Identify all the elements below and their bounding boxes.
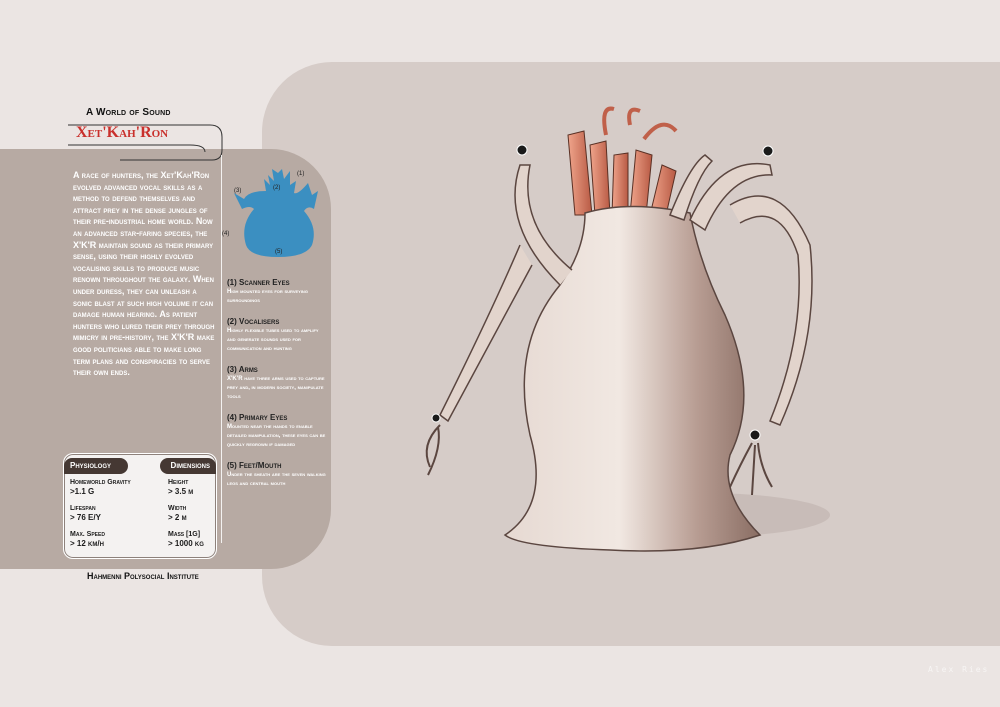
primary-eye-left [432, 414, 440, 422]
species-description: A race of hunters, the Xet'Kah'Ron evolved advanced vocal skills as a method to defend themselves and attract prey in the dense jungles of their pre-industrial home world. Now an advanced star-faring species, the X'K'R maintain sound as their primary sense, using their highly evolved vocalising skills to produce music renown throughout the galaxy. When under duress, they can unleash a sonic blast at such high volume it can damage human hearing. As patient hunters who lured their prey through mimicry in pre-history, the X'K'R make good politicians able to make long term plans and conspiracies to serve their own ends. [73, 170, 215, 378]
note-title: (1) Scanner Eyes [227, 278, 290, 287]
section-kicker: A World of Sound [86, 107, 171, 118]
stat-label: Mass [1G] [168, 531, 201, 538]
stat-value: > 12 km/h [70, 539, 104, 548]
note-text: Under the sheath are the seven walking legs and central mouth [227, 472, 326, 487]
stat-speed [70, 530, 105, 548]
stat-value: > 76 E/Y [70, 513, 101, 522]
note-text: Highly flexible tubes used to amplify and generate sounds used for communication and hunting [227, 328, 319, 352]
stat-label: Height [168, 479, 189, 486]
left-hand [427, 425, 440, 475]
stats-card [63, 453, 217, 559]
species-title: Xet'Kah'Ron [76, 124, 169, 141]
physiology-header: Physiology [64, 458, 128, 474]
anatomy-note-primary-eyes [227, 413, 327, 450]
note-title: (5) Feet/Mouth [227, 461, 282, 470]
stat-label: Width [168, 505, 187, 512]
anatomy-note-feet-mouth [227, 461, 327, 489]
vocaliser-tubes [568, 109, 676, 215]
stat-mass [168, 530, 204, 548]
artist-signature: Alex Ries [928, 665, 990, 674]
anatomy-note-scanner-eyes [227, 278, 327, 306]
note-title: (2) Vocalisers [227, 317, 280, 326]
anatomy-notes [227, 278, 327, 500]
stat-label: Max. Speed [70, 531, 105, 538]
creature-illustration [400, 95, 840, 565]
right-hand [730, 443, 772, 495]
note-text: X'K'R have three arms used to capture prey and, in modern society, manipulate tools [227, 376, 325, 400]
diagram-label-3: (3) [234, 188, 242, 194]
stat-value: > 2 m [168, 513, 187, 522]
stat-gravity [70, 478, 131, 496]
column-divider [221, 155, 222, 543]
note-title: (4) Primary Eyes [227, 413, 288, 422]
stat-value: > 1000 kg [168, 539, 204, 548]
silhouette-shape [234, 169, 318, 257]
note-title: (3) Arms [227, 365, 258, 374]
note-text: High mounted eyes for surveying surroundings [227, 289, 308, 304]
diagram-label-2: (2) [273, 185, 281, 191]
stat-label: Homeworld Gravity [70, 479, 131, 486]
dimensions-header: Dimensions [160, 458, 216, 474]
stat-lifespan [70, 504, 101, 522]
scanner-eye-right [763, 146, 773, 156]
diagram-label-1: (1) [297, 171, 305, 177]
anatomy-note-vocalisers [227, 317, 327, 354]
note-text: Mounted near the hands to enable detailed manipulation, these eyes can be quickly regrown if damaged [227, 424, 326, 448]
anatomy-silhouette-diagram [222, 165, 328, 265]
diagram-label-5: (5) [275, 249, 283, 255]
primary-eye-right [750, 430, 760, 440]
institute-name: Hahmenni Polysocial Institute [87, 571, 199, 581]
stat-height [168, 478, 193, 496]
stat-value: >1.1 G [70, 487, 95, 496]
stat-label: Lifespan [70, 505, 96, 512]
scanner-eye-left [517, 145, 527, 155]
stat-width [168, 504, 187, 522]
diagram-label-4: (4) [222, 231, 230, 237]
stat-value: > 3.5 m [168, 487, 194, 496]
anatomy-note-arms [227, 365, 327, 402]
